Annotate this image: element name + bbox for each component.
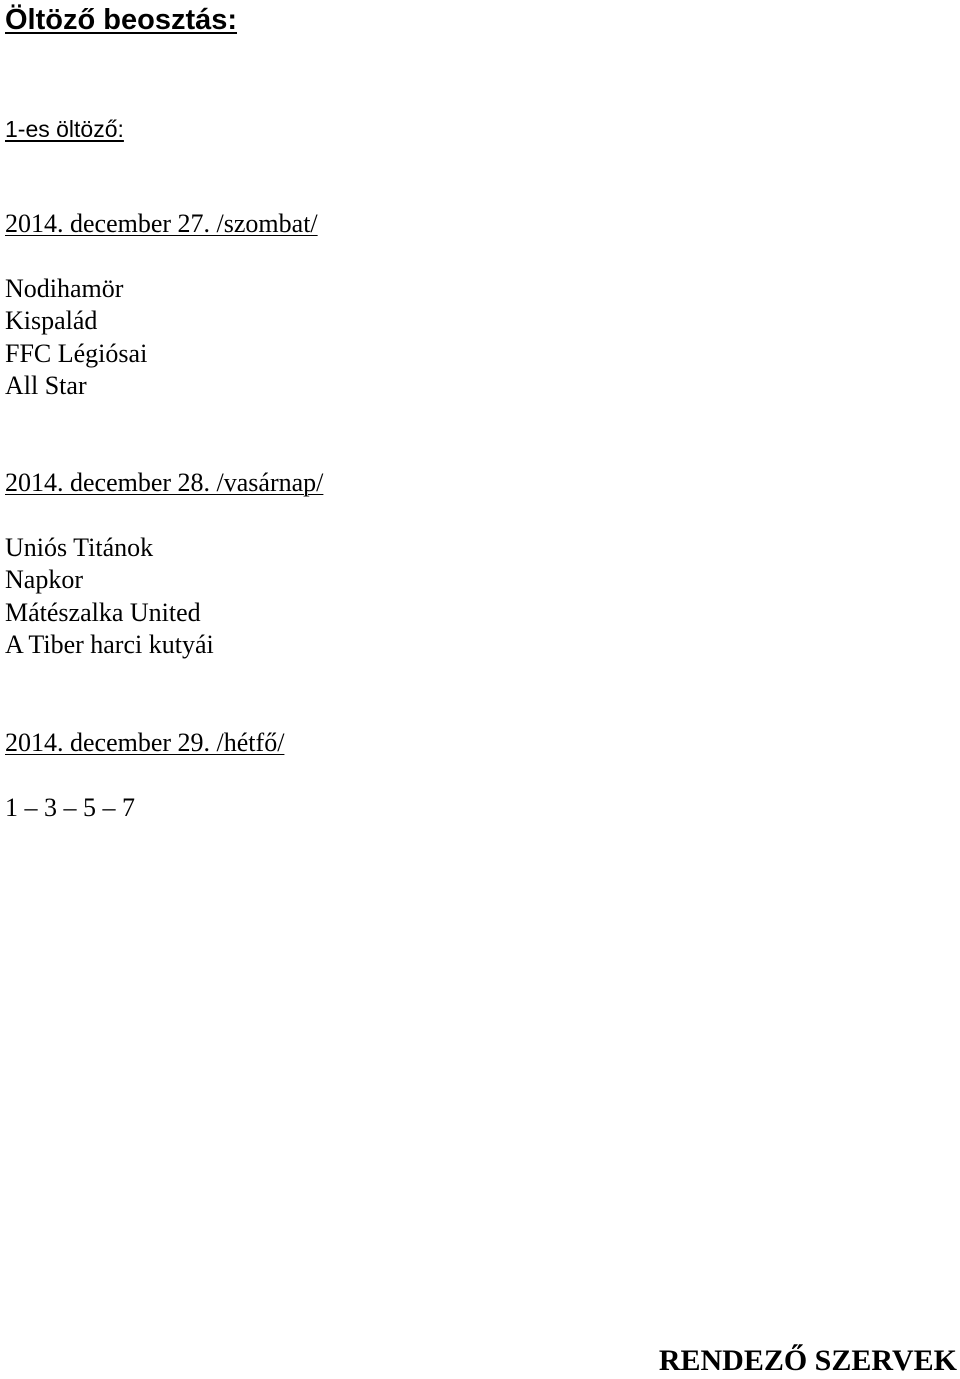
day-heading: 2014. december 28. /vasárnap/ bbox=[5, 468, 324, 497]
organizer-signature: RENDEZŐ SZERVEK bbox=[658, 1344, 957, 1377]
team-name: Kispalád bbox=[5, 306, 98, 335]
day-section-dec-29 bbox=[5, 727, 284, 824]
team-list bbox=[5, 273, 318, 403]
locker-sequence: 1 – 3 – 5 – 7 bbox=[5, 792, 135, 822]
team-name: A Tiber harci kutyái bbox=[5, 630, 214, 659]
day-section-dec-28 bbox=[5, 467, 323, 662]
day-section-dec-27 bbox=[5, 208, 318, 403]
document-title: Öltöző beosztás: bbox=[5, 4, 238, 36]
team-name: Mátészalka United bbox=[5, 597, 201, 627]
team-name: FFC Légiósai bbox=[5, 338, 148, 368]
team-name: Nodihamör bbox=[5, 273, 124, 303]
day-heading: 2014. december 27. /szombat/ bbox=[5, 209, 318, 238]
day-heading: 2014. december 29. /hétfő/ bbox=[5, 728, 285, 757]
locker-room-label: 1-es öltöző: bbox=[5, 116, 124, 142]
team-name: All Star bbox=[5, 371, 87, 400]
team-name: Uniós Titánok bbox=[5, 532, 154, 562]
team-name: Napkor bbox=[5, 565, 83, 594]
team-list bbox=[5, 532, 323, 662]
